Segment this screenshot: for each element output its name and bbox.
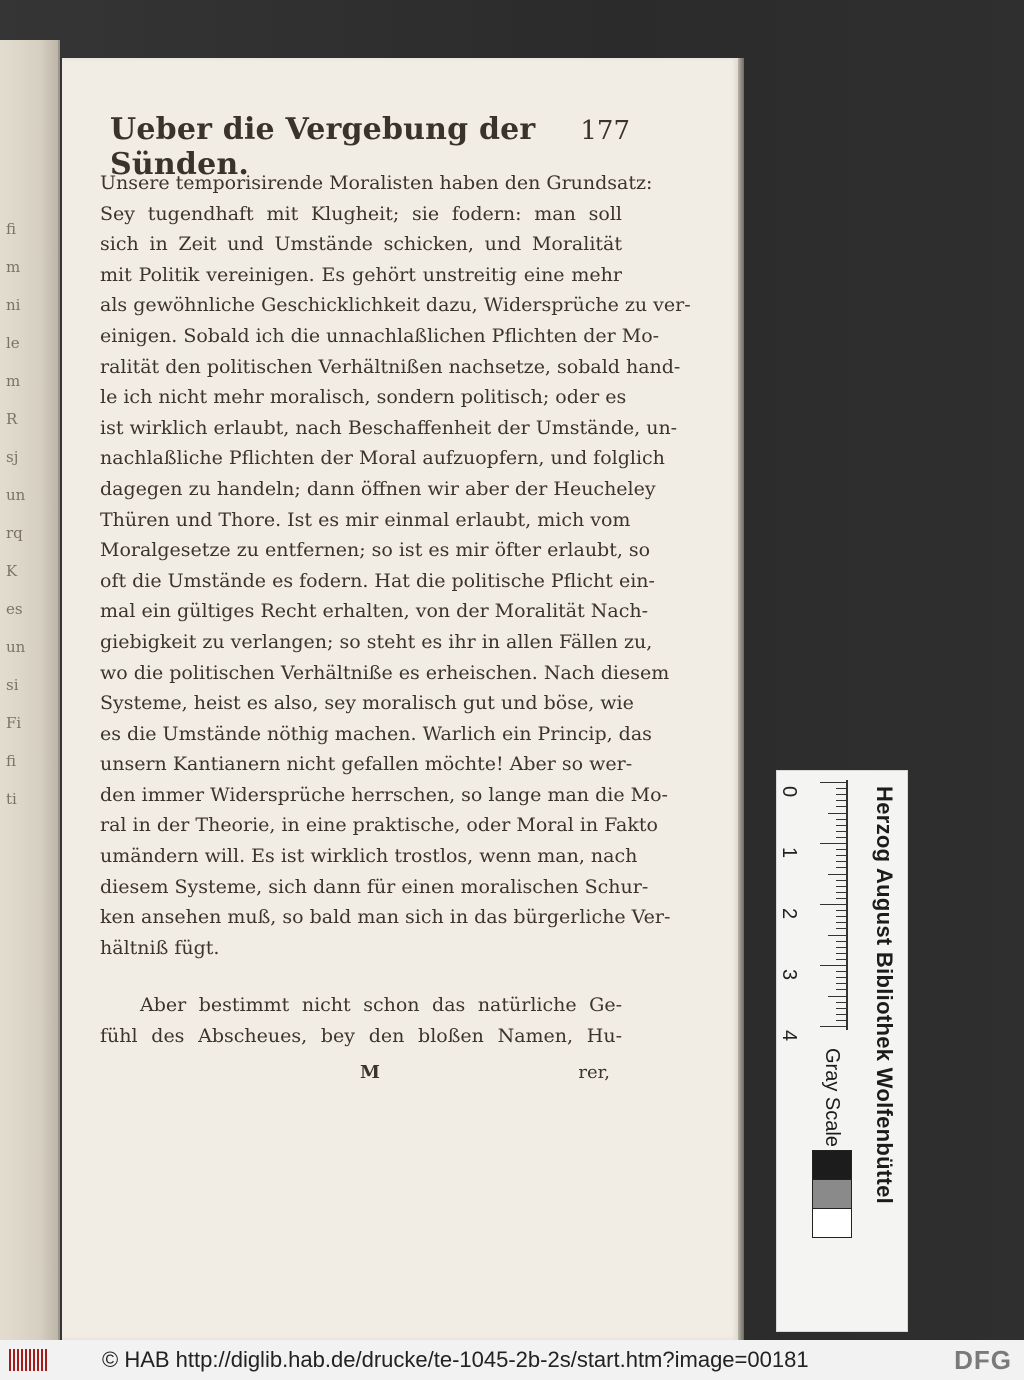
ruler-tick — [836, 819, 846, 820]
gray-swatch — [812, 1208, 852, 1238]
text-line: unsern Kantianern nicht gefallen möchte! Aber so wer- — [100, 753, 633, 776]
ruler-tick — [836, 794, 846, 795]
prev-page-fragment: ti — [6, 790, 17, 808]
ruler-number: 1 — [778, 846, 801, 859]
page-number: 177 — [580, 116, 630, 146]
text-line: oft die Umstände es fodern. Hat die politische Pflicht ein- — [100, 569, 655, 592]
ruler-tick — [836, 928, 846, 929]
ruler-tick — [828, 996, 846, 997]
prev-page-fragment: rq — [6, 524, 23, 542]
institution-name: Herzog August Bibliothek Wolfenbüttel — [872, 786, 897, 1205]
prev-page-fragment: m — [6, 372, 21, 390]
prev-page-fragment: si — [6, 676, 19, 694]
prev-page-fragment: Fi — [6, 714, 22, 732]
prev-page-fragment: le — [6, 334, 20, 352]
ruler-tick — [836, 849, 846, 850]
ruler-tick — [836, 825, 846, 826]
text-line: Unsere temporisirende Moralisten haben den Grundsatz: — [100, 172, 653, 194]
ruler-tick — [836, 861, 846, 862]
ruler-tick — [836, 983, 846, 984]
text-line: giebigkeit zu verlangen; so steht es ihr in allen Fällen zu, — [100, 630, 653, 653]
text-line: ken ansehen muß, so bald man sich in das bürgerliche Ver- — [100, 906, 671, 929]
signature-row — [100, 1062, 610, 1083]
text-line: mal ein gültiges Recht erhalten, von der Moralität Nach- — [100, 600, 649, 623]
ruler-tick — [820, 904, 846, 905]
ruler-tick — [836, 1002, 846, 1003]
text-line: sich in Zeit und Umstände schicken, und Moralität — [100, 233, 622, 256]
text-line: ist wirklich erlaubt, nach Beschaffenheit der Umstände, un- — [100, 416, 678, 439]
text-line: umändern will. Es ist wirklich trostlos, wenn man, nach — [100, 845, 638, 868]
ruler-tick — [820, 843, 846, 844]
ruler-tick — [820, 1026, 846, 1027]
ruler-tick — [836, 947, 846, 948]
text-line: mit Politik vereinigen. Es gehört unstreitig eine mehr — [100, 263, 622, 286]
text-line: ralität den politischen Verhältnißen nachsetze, sobald hand- — [100, 355, 681, 378]
ruler-tick — [836, 1008, 846, 1009]
ruler-tick — [836, 971, 846, 972]
text-line: Thüren und Thore. Ist es mir einmal erlaubt, mich vom — [100, 508, 631, 531]
prev-page-fragment: m — [6, 258, 21, 276]
signature-mark: M — [360, 1062, 380, 1083]
text-line: einigen. Sobald ich die unnachlaßlichen Pflichten der Mo- — [100, 324, 660, 347]
prev-page-fragment: K — [6, 562, 18, 580]
text-line: es die Umstände nöthig machen. Warlich ein Princip, das — [100, 722, 652, 745]
text-line: Sey tugendhaft mit Klugheit; sie fodern: man soll — [100, 202, 622, 225]
ruler-tick — [836, 806, 846, 807]
text-line: fühl des Abscheues, bey den bloßen Namen, Hu- — [100, 1025, 622, 1047]
ruler-tick — [836, 916, 846, 917]
ruler-tick — [836, 953, 846, 954]
dfg-logo: DFG — [954, 1344, 1012, 1375]
text-line: Moralgesetze zu entfernen; so ist es mir öfter erlaubt, so — [100, 539, 651, 562]
ruler-tick — [820, 782, 846, 783]
ruler-tick — [836, 831, 846, 832]
ruler-number: 2 — [778, 907, 801, 920]
ruler-tick — [820, 965, 846, 966]
prev-page-fragment: fi — [6, 752, 17, 770]
ruler-tick — [828, 813, 846, 814]
ruler-tick — [836, 886, 846, 887]
ruler-tick — [828, 874, 846, 875]
ruler-tick — [836, 837, 846, 838]
ruler-number: 3 — [778, 968, 801, 981]
ruler-tick — [836, 867, 846, 868]
prev-page-fragment: sj — [6, 448, 19, 466]
text-line: Systeme, heist es also, sey moralisch gut und böse, wie — [100, 692, 634, 715]
ruler-numbers — [778, 780, 809, 1060]
ruler-tick — [836, 1020, 846, 1021]
ruler-tick — [836, 898, 846, 899]
ruler-tick — [836, 989, 846, 990]
prev-page-fragment: fi — [6, 220, 17, 238]
ruler-tick — [836, 922, 846, 923]
text-line: diesem Systeme, sich dann für einen moralischen Schur- — [100, 875, 649, 898]
ruler-tick — [836, 788, 846, 789]
ruler-tick — [836, 910, 846, 911]
page-edge — [738, 58, 744, 1340]
ruler-tick — [836, 892, 846, 893]
text-line: den immer Widersprüche herrschen, so lange man die Mo- — [100, 783, 668, 806]
previous-page-edge — [0, 40, 60, 1340]
ruler-tick — [836, 880, 846, 881]
ruler-tick — [836, 941, 846, 942]
paragraph-2 — [100, 990, 622, 1052]
ruler-tick — [836, 959, 846, 960]
hab-logo-icon — [6, 1345, 50, 1375]
gray-swatch — [812, 1150, 852, 1180]
gray-scale-label: Gray Scale — [821, 1048, 843, 1147]
gray-swatch — [812, 1179, 852, 1209]
text-line: ral in der Theorie, in eine praktische, oder Moral in Fakto — [100, 814, 658, 837]
ruler-tick — [828, 935, 846, 936]
ruler-tick — [836, 977, 846, 978]
text-line: Aber bestimmt nicht schon das natürliche Ge- — [140, 994, 622, 1016]
ruler-tick — [836, 855, 846, 856]
paragraph-1 — [100, 168, 691, 963]
prev-page-fragment: un — [6, 486, 26, 504]
text-line: als gewöhnliche Geschicklichkeit dazu, Widersprüche zu ver- — [100, 294, 691, 317]
footer-bar — [0, 1340, 1024, 1380]
footer-credit-link[interactable]: © HAB http://diglib.hab.de/drucke/te-1045-2b-2s/start.htm?image=00181 — [102, 1347, 809, 1372]
text-line: nachlaßliche Pflichten der Moral aufzuopfern, und folglich — [100, 447, 665, 470]
ruler-number: 4 — [778, 1029, 801, 1042]
text-line: dagegen zu handeln; dann öffnen wir aber der Heucheley — [100, 477, 656, 500]
ruler-line — [846, 780, 848, 1030]
ruler-tick — [836, 800, 846, 801]
ruler-number: 0 — [778, 785, 801, 798]
ruler-tick — [836, 1014, 846, 1015]
text-line: hältniß fügt. — [100, 936, 220, 959]
catchword: rer, — [578, 1062, 610, 1083]
text-line: wo die politischen Verhältniße es erheischen. Nach diesem — [100, 661, 670, 684]
running-head: Ueber die Vergebung der Sünden. — [110, 112, 536, 182]
prev-page-fragment: R — [6, 410, 18, 428]
text-line: le ich nicht mehr moralisch, sondern politisch; oder es — [100, 386, 627, 409]
prev-page-fragment: ni — [6, 296, 21, 314]
prev-page-fragment: un — [6, 638, 26, 656]
prev-page-fragment: es — [6, 600, 23, 618]
